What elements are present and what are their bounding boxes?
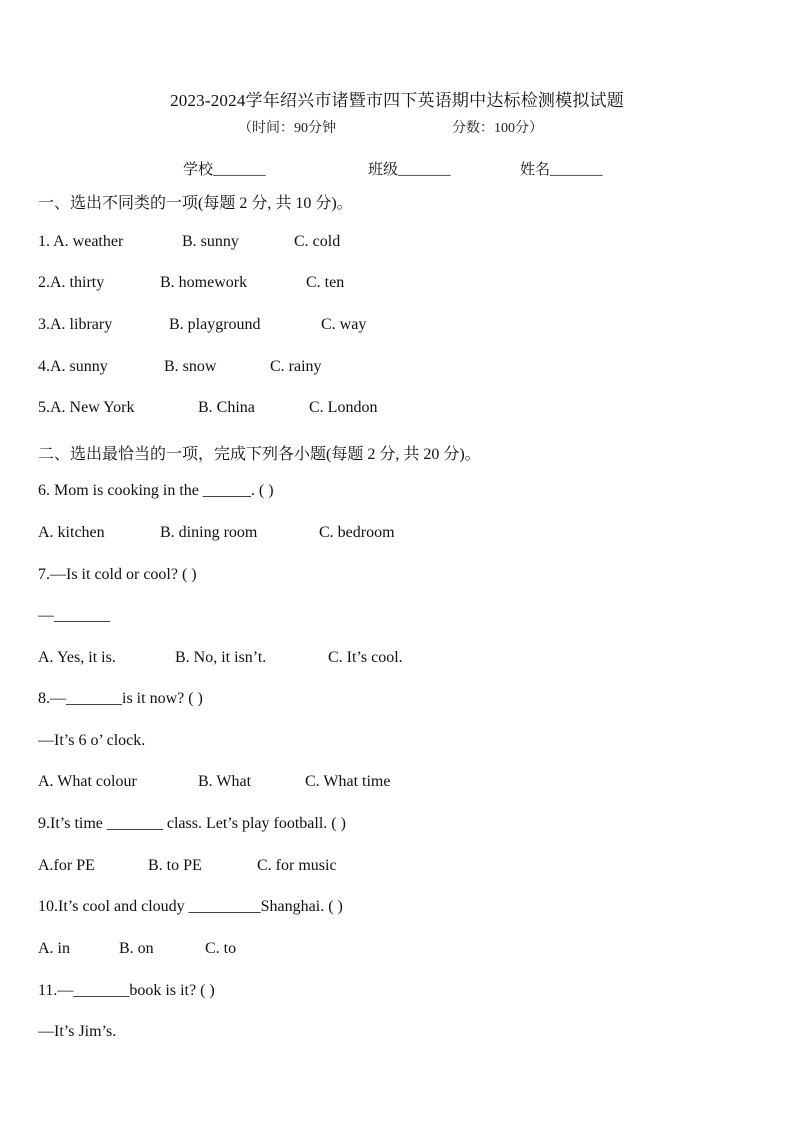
option-b: B. sunny bbox=[182, 233, 239, 250]
option-a: A. Yes, it is. bbox=[38, 649, 116, 666]
option-b: B. snow bbox=[164, 358, 217, 375]
question-9-options bbox=[38, 857, 337, 875]
question-11-stem: 11.—_______book is it? ( ) bbox=[38, 982, 215, 999]
option-a: 5.A. New York bbox=[38, 399, 135, 416]
question-4 bbox=[38, 358, 322, 376]
question-9-stem: 9.It’s time _______ class. Let’s play football. ( ) bbox=[38, 815, 346, 832]
question-8-options bbox=[38, 773, 391, 791]
option-c: C. bedroom bbox=[319, 524, 395, 541]
option-a: A. kitchen bbox=[38, 524, 105, 541]
question-10-options bbox=[38, 940, 237, 958]
option-b: B. No, it isn’t. bbox=[175, 649, 267, 666]
option-a: 4.A. sunny bbox=[38, 358, 108, 375]
option-b: B. on bbox=[119, 940, 154, 957]
option-c: C. for music bbox=[257, 857, 337, 874]
question-7-answer-blank: —_______ bbox=[38, 607, 110, 624]
option-c: C. cold bbox=[294, 233, 341, 250]
option-a: A. in bbox=[38, 940, 70, 957]
question-8-stem: 8.—_______is it now? ( ) bbox=[38, 690, 203, 707]
option-a: A.for PE bbox=[38, 857, 95, 874]
class-field: 班级_______ bbox=[368, 162, 451, 178]
section1-heading: 一、选出不同类的一项(每题 2 分, 共 10 分)。 bbox=[38, 195, 353, 212]
option-c: C. What time bbox=[305, 773, 391, 790]
option-c: C. ten bbox=[306, 274, 345, 291]
option-c: C. rainy bbox=[270, 358, 322, 375]
question-11-answer: —It’s Jim’s. bbox=[38, 1023, 117, 1040]
question-7-options bbox=[38, 649, 403, 667]
exam-time: （时间：90分钟 bbox=[238, 121, 336, 136]
option-a: 2.A. thirty bbox=[38, 274, 105, 291]
question-6-options bbox=[38, 524, 395, 542]
option-b: B. What bbox=[198, 773, 252, 790]
option-b: B. China bbox=[198, 399, 255, 416]
option-c: C. London bbox=[309, 399, 378, 416]
question-10-stem: 10.It’s cool and cloudy _________Shanghai. ( ) bbox=[38, 898, 343, 915]
question-1 bbox=[38, 233, 341, 251]
option-a: 3.A. library bbox=[38, 316, 113, 333]
option-a: 1. A. weather bbox=[38, 233, 124, 250]
option-b: B. playground bbox=[169, 316, 261, 333]
section2-heading: 二、选出最恰当的一项，完成下列各小题(每题 2 分, 共 20 分)。 bbox=[38, 446, 481, 463]
option-b: B. dining room bbox=[160, 524, 258, 541]
option-b: B. to PE bbox=[148, 857, 202, 874]
option-c: C. to bbox=[205, 940, 237, 957]
school-field: 学校_______ bbox=[183, 162, 266, 178]
question-7-stem: 7.—Is it cold or cool? ( ) bbox=[38, 566, 197, 583]
option-b: B. homework bbox=[160, 274, 248, 291]
question-5 bbox=[38, 399, 378, 417]
exam-score: 分数：100分） bbox=[452, 121, 543, 136]
question-6-stem: 6. Mom is cooking in the ______. ( ) bbox=[38, 482, 274, 499]
question-8-answer: —It’s 6 o’ clock. bbox=[38, 732, 146, 749]
option-c: C. It’s cool. bbox=[328, 649, 403, 666]
page-title: 2023-2024学年绍兴市诸暨市四下英语期中达标检测模拟试题 bbox=[170, 91, 624, 110]
question-2 bbox=[38, 274, 345, 292]
question-3 bbox=[38, 316, 367, 334]
option-c: C. way bbox=[321, 316, 367, 333]
option-a: A. What colour bbox=[38, 773, 137, 790]
name-field: 姓名_______ bbox=[520, 162, 603, 178]
